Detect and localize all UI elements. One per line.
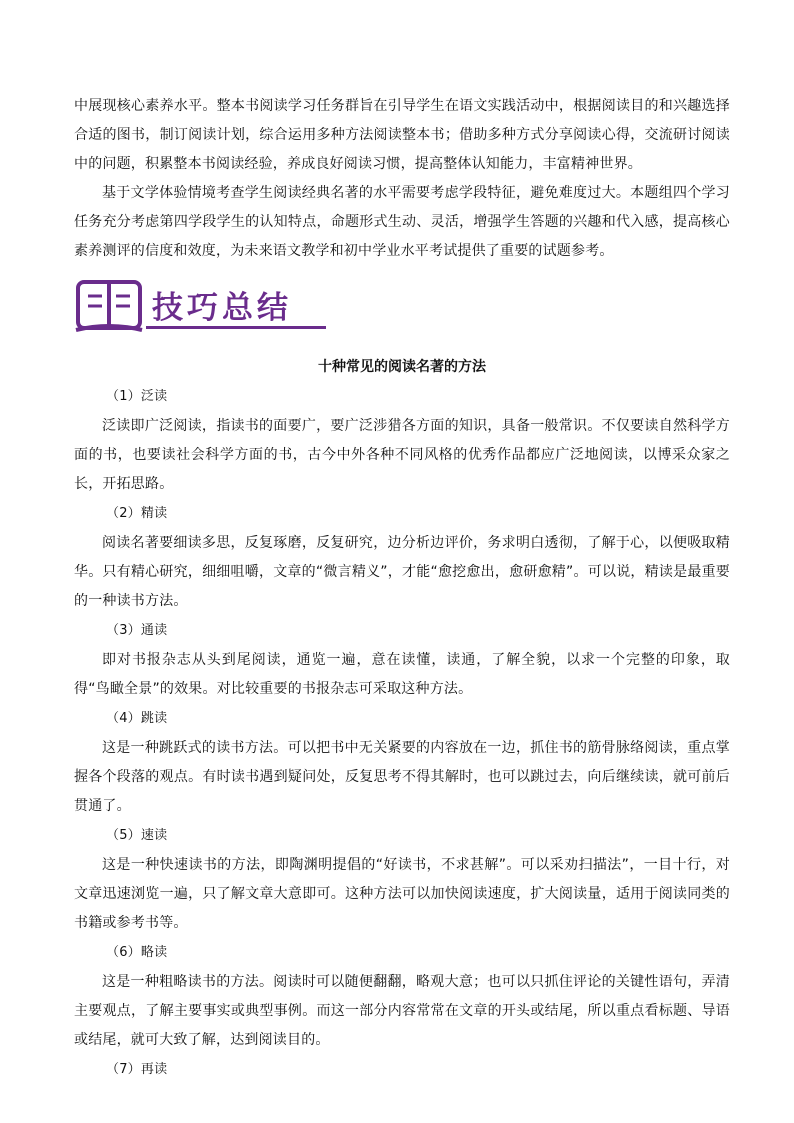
method-text: 这是一种快速读书的方法，即陶渊明提倡的“好读书，不求甚解”。可以采劝扫描法”，一目十行，对文章迅速浏览一遍，只了解文章大意即可。这种方法可以加快阅读速度，扩大阅读量，适用于阅读同类的书籍或参考书等。 xyxy=(74,857,730,931)
method-text: 这是一种粗略读书的方法。阅读时可以随便翻翻，略观大意；也可以只抓住评论的关键性语句，弄清主要观点，了解主要事实或典型事例。而这一部分内容常常在文章的开头或结尾，所以重点看标题、导语或结尾，就可大致了解，达到阅读目的。 xyxy=(74,974,730,1048)
method-heading: （4）跳读 xyxy=(106,711,168,726)
section-title: 十种常见的阅读名著的方法 xyxy=(318,359,486,375)
intro-paragraph-1: 中展现核心素养水平。整本书阅读学习任务群旨在引导学生在语文实践活动中，根据阅读目的和兴趣选择合适的图书，制订阅读计划，综合运用多种方法阅读整本书；借助多种方式分享阅读心得，交流研讨阅读中的问题，积累整本书阅读经验，养成良好阅读习惯，提高整体认知能力，丰富精神世界。 xyxy=(74,98,730,172)
skills-summary-banner xyxy=(74,274,730,346)
method-text: 阅读名著要细读多思，反复琢磨，反复研究，边分析边评价，务求明白透彻，了解于心，以便吸取精华。只有精心研究，细细咀嚼，文章的“微言精义”，才能“愈挖愈出，愈研愈精”。可以说，精读是最重要的一种读书方法。 xyxy=(74,535,730,609)
banner-underline xyxy=(146,326,326,329)
method-text: 即对书报杂志从头到尾阅读，通览一遍，意在读懂，读通，了解全貌，以求一个完整的印象，取得“鸟瞰全景”的效果。对比较重要的书报杂志可采取这种方法。 xyxy=(74,652,730,697)
method-text: 泛读即广泛阅读，指读书的面要广，要广泛涉猎各方面的知识，具备一般常识。不仅要读自然科学方面的书，也要读社会科学方面的书，古今中外各种不同风格的优秀作品都应广泛地阅读，以博采众家之长，开拓思路。 xyxy=(74,418,730,492)
open-book-icon xyxy=(74,278,144,336)
method-heading: （7）再读 xyxy=(106,1062,168,1077)
intro-paragraph-2: 基于文学体验情境考查学生阅读经典名著的水平需要考虑学段特征，避免难度过大。本题组四个学习任务充分考虑第四学段学生的认知特点，命题形式生动、灵活，增强学生答题的兴趣和代入感，提高核心素养测评的信度和效度，为未来语文教学和初中学业水平考试提供了重要的试题参考。 xyxy=(74,185,730,259)
methods-list xyxy=(74,382,730,1085)
banner-title: 技巧总结 xyxy=(152,290,292,326)
method-heading: （6）略读 xyxy=(106,945,168,960)
method-heading: （1）泛读 xyxy=(106,389,168,404)
document-page xyxy=(74,92,730,1085)
method-heading: （3）通读 xyxy=(106,623,168,638)
method-text: 这是一种跳跃式的读书方法。可以把书中无关紧要的内容放在一边，抓住书的筋骨脉络阅读，重点掌握各个段落的观点。有时读书遇到疑问处，反复思考不得其解时，也可以跳过去，向后继续读，就可前后贯通了。 xyxy=(74,740,730,814)
method-heading: （5）速读 xyxy=(106,828,168,843)
method-heading: （2）精读 xyxy=(106,506,168,521)
